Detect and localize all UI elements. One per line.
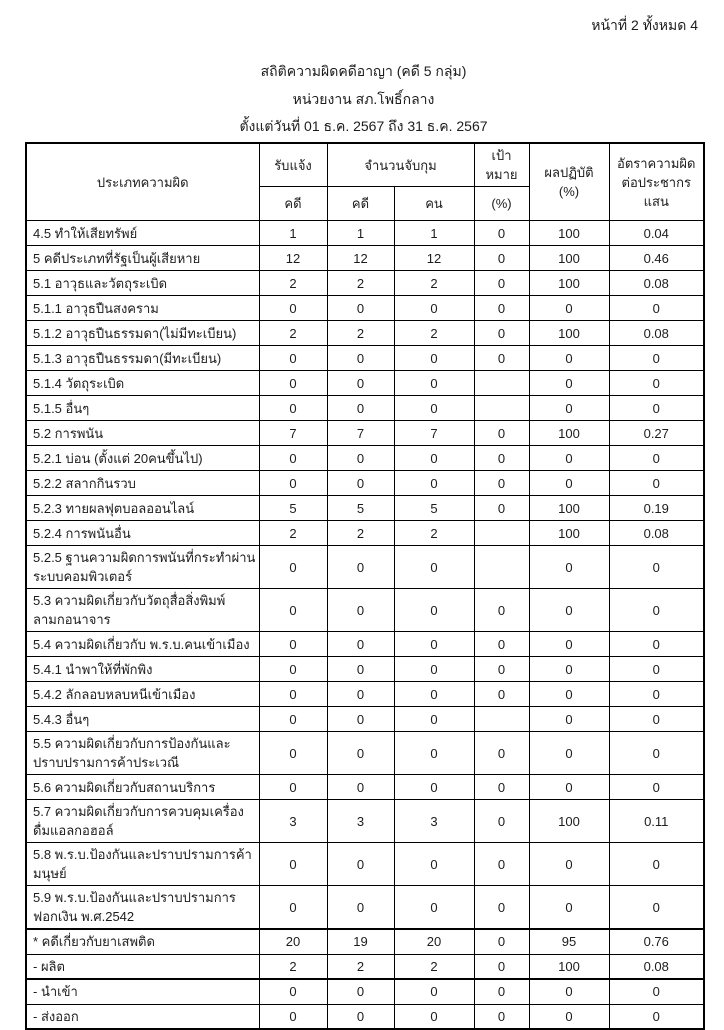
arrest-persons-cell: 2 [394,954,474,979]
performance-cell: 0 [529,707,609,732]
target-cell: 0 [474,657,529,682]
col-subheader-arrest-cases: คดี [327,187,394,221]
rate-cell: 0 [609,371,704,396]
performance-cell: 0 [529,1004,609,1029]
table-row [26,446,704,471]
reported-cases-cell: 5 [259,496,327,521]
report-date-range: ตั้งแต่วันที่ 01 ธ.ค. 2567 ถึง 31 ธ.ค. 2567 [239,118,488,134]
rate-cell: 0 [609,296,704,321]
table-row [26,682,704,707]
performance-cell: 100 [529,496,609,521]
arrest-cases-cell: 0 [327,732,394,775]
offense-type-cell: 5.8 พ.ร.บ.ป้องกันและปราบปรามการค้ามนุษย์ [26,843,259,886]
arrest-persons-cell: 0 [394,371,474,396]
col-subheader-arrest-persons: คน [394,187,474,221]
arrest-persons-cell: 0 [394,396,474,421]
table-row [26,221,704,246]
arrest-cases-cell: 3 [327,800,394,843]
arrest-cases-cell: 0 [327,886,394,930]
offense-type-cell: 5.1.2 อาวุธปืนธรรมดา(ไม่มีทะเบียน) [26,321,259,346]
arrest-cases-cell: 12 [327,246,394,271]
table-row [26,707,704,732]
reported-cases-cell: 0 [259,979,327,1004]
performance-cell: 100 [529,221,609,246]
target-cell: 0 [474,471,529,496]
rate-cell: 0 [609,682,704,707]
performance-cell: 0 [529,471,609,496]
reported-cases-cell: 0 [259,396,327,421]
arrest-persons-cell: 0 [394,682,474,707]
reported-cases-cell: 2 [259,321,327,346]
rate-cell: 0 [609,632,704,657]
target-cell: 0 [474,732,529,775]
offense-type-cell: 5.1.1 อาวุธปืนสงคราม [26,296,259,321]
reported-cases-cell: 0 [259,546,327,589]
col-header-reported: รับแจ้ง [259,143,327,187]
performance-cell: 100 [529,800,609,843]
offense-type-cell: 5.1.3 อาวุธปืนธรรมดา(มีทะเบียน) [26,346,259,371]
performance-cell: 0 [529,657,609,682]
table-row [26,954,704,979]
arrest-persons-cell: 12 [394,246,474,271]
performance-cell: 100 [529,521,609,546]
target-cell: 0 [474,682,529,707]
target-cell: 0 [474,496,529,521]
rate-cell: 0.08 [609,954,704,979]
offense-type-cell: 5 คดีประเภทที่รัฐเป็นผู้เสียหาย [26,246,259,271]
arrest-cases-cell: 0 [327,471,394,496]
rate-cell: 0 [609,775,704,800]
table-row [26,321,704,346]
reported-cases-cell: 2 [259,954,327,979]
arrest-cases-cell: 0 [327,446,394,471]
page-indicator: หน้าที่ 2 ทั้งหมด 4 [591,17,698,33]
arrest-cases-cell: 2 [327,271,394,296]
table-row [26,800,704,843]
target-cell: 0 [474,632,529,657]
arrest-cases-cell: 0 [327,657,394,682]
reported-cases-cell: 0 [259,886,327,930]
performance-cell: 0 [529,446,609,471]
offense-type-cell: 5.4.3 อื่นๆ [26,707,259,732]
offense-type-cell: 5.2.1 บ่อน (ตั้งแต่ 20คนขึ้นไป) [26,446,259,471]
table-row [26,589,704,632]
offense-type-cell: * คดีเกี่ยวกับยาเสพติด [26,929,259,954]
target-cell [474,521,529,546]
reported-cases-cell: 20 [259,929,327,954]
table-row [26,346,704,371]
reported-cases-cell: 3 [259,800,327,843]
target-cell: 0 [474,843,529,886]
arrest-cases-cell: 0 [327,632,394,657]
reported-cases-cell: 0 [259,371,327,396]
rate-cell: 0 [609,657,704,682]
table-row [26,371,704,396]
target-cell: 0 [474,886,529,930]
offense-type-cell: 4.5 ทำให้เสียทรัพย์ [26,221,259,246]
reported-cases-cell: 0 [259,707,327,732]
offense-type-cell: 5.6 ความผิดเกี่ยวกับสถานบริการ [26,775,259,800]
performance-cell: 0 [529,346,609,371]
arrest-persons-cell: 5 [394,496,474,521]
rate-cell: 0.46 [609,246,704,271]
arrest-cases-cell: 0 [327,589,394,632]
offense-type-cell: 5.9 พ.ร.บ.ป้องกันและปราบปรามการฟอกเงิน พ.ศ.2542 [26,886,259,930]
table-row [26,843,704,886]
rate-cell: 0 [609,732,704,775]
rate-cell: 0 [609,979,704,1004]
col-header-performance: ผลปฏิบัติ (%) [529,143,609,221]
table-header [26,143,704,221]
offense-type-cell: - นำเข้า [26,979,259,1004]
arrest-cases-cell: 0 [327,843,394,886]
arrest-persons-cell: 0 [394,589,474,632]
offense-type-cell: 5.2.5 ฐานความผิดการพนันที่กระทำผ่านระบบคอมพิวเตอร์ [26,546,259,589]
rate-cell: 0.19 [609,496,704,521]
performance-cell: 0 [529,632,609,657]
rate-cell: 0.11 [609,800,704,843]
table-row [26,546,704,589]
rate-cell: 0.04 [609,221,704,246]
reported-cases-cell: 0 [259,446,327,471]
arrest-cases-cell: 5 [327,496,394,521]
arrest-cases-cell: 2 [327,954,394,979]
target-cell: 0 [474,346,529,371]
arrest-cases-cell: 19 [327,929,394,954]
rate-cell: 0.76 [609,929,704,954]
performance-cell: 100 [529,271,609,296]
offense-type-cell: 5.1 อาวุธและวัตถุระเบิด [26,271,259,296]
reported-cases-cell: 0 [259,1004,327,1029]
offense-type-cell: 5.4.1 นำพาให้ที่พักพิง [26,657,259,682]
performance-cell: 0 [529,396,609,421]
arrest-cases-cell: 0 [327,707,394,732]
table-body [26,221,704,1030]
target-cell [474,371,529,396]
table-row [26,632,704,657]
offense-type-cell: 5.2 การพนัน [26,421,259,446]
performance-cell: 100 [529,321,609,346]
offense-type-cell: 5.2.2 สลากกินรวบ [26,471,259,496]
arrest-cases-cell: 0 [327,396,394,421]
target-cell: 0 [474,800,529,843]
arrest-cases-cell: 0 [327,371,394,396]
arrest-persons-cell: 7 [394,421,474,446]
arrest-persons-cell: 0 [394,632,474,657]
target-cell: 0 [474,775,529,800]
target-cell: 0 [474,271,529,296]
reported-cases-cell: 0 [259,775,327,800]
performance-cell: 0 [529,371,609,396]
target-cell: 0 [474,929,529,954]
col-header-rate: อัตราความผิดต่อประชากรแสน [609,143,704,221]
arrest-persons-cell: 1 [394,221,474,246]
arrest-persons-cell: 0 [394,296,474,321]
table-row [26,496,704,521]
target-cell: 0 [474,589,529,632]
performance-cell: 100 [529,421,609,446]
arrest-persons-cell: 3 [394,800,474,843]
table-row [26,657,704,682]
col-subheader-reported-cases: คดี [259,187,327,221]
offense-type-cell: 5.1.5 อื่นๆ [26,396,259,421]
arrest-persons-cell: 0 [394,446,474,471]
rate-cell: 0 [609,471,704,496]
arrest-persons-cell: 20 [394,929,474,954]
target-cell: 0 [474,954,529,979]
arrest-cases-cell: 0 [327,1004,394,1029]
table-row [26,886,704,930]
reported-cases-cell: 2 [259,521,327,546]
crime-stats-table [25,142,705,1030]
rate-cell: 0 [609,446,704,471]
arrest-cases-cell: 0 [327,775,394,800]
table-row [26,929,704,954]
rate-cell: 0 [609,346,704,371]
arrest-persons-cell: 0 [394,707,474,732]
table-row [26,521,704,546]
rate-cell: 0 [609,396,704,421]
rate-cell: 0 [609,546,704,589]
rate-cell: 0.08 [609,521,704,546]
target-cell [474,707,529,732]
table-row [26,1004,704,1029]
target-cell: 0 [474,321,529,346]
reported-cases-cell: 7 [259,421,327,446]
table-row [26,396,704,421]
arrest-cases-cell: 0 [327,546,394,589]
arrest-cases-cell: 0 [327,682,394,707]
offense-type-cell: 5.1.4 วัตถุระเบิด [26,371,259,396]
rate-cell: 0 [609,843,704,886]
performance-cell: 0 [529,775,609,800]
rate-cell: 0 [609,886,704,930]
arrest-persons-cell: 0 [394,979,474,1004]
arrest-persons-cell: 0 [394,471,474,496]
target-cell: 0 [474,446,529,471]
performance-cell: 0 [529,296,609,321]
performance-cell: 0 [529,979,609,1004]
table-row [26,296,704,321]
performance-cell: 0 [529,546,609,589]
col-header-offense-type: ประเภทความผิด [26,143,259,221]
offense-type-cell: - ผลิต [26,954,259,979]
table-row [26,271,704,296]
performance-cell: 0 [529,682,609,707]
col-header-target: เป้าหมาย [474,143,529,187]
reported-cases-cell: 0 [259,657,327,682]
arrest-persons-cell: 0 [394,546,474,589]
performance-cell: 0 [529,843,609,886]
offense-type-cell: 5.2.4 การพนันอื่น [26,521,259,546]
performance-cell: 0 [529,732,609,775]
arrest-persons-cell: 0 [394,346,474,371]
reported-cases-cell: 2 [259,271,327,296]
rate-cell: 0 [609,1004,704,1029]
offense-type-cell: 5.3 ความผิดเกี่ยวกับวัตถุสื่อสิ่งพิมพ์ลามกอนาจาร [26,589,259,632]
table-row [26,421,704,446]
target-cell: 0 [474,221,529,246]
performance-cell: 0 [529,589,609,632]
arrest-cases-cell: 0 [327,296,394,321]
table-row [26,979,704,1004]
offense-type-cell: 5.4 ความผิดเกี่ยวกับ พ.ร.บ.คนเข้าเมือง [26,632,259,657]
target-cell: 0 [474,979,529,1004]
reported-cases-cell: 0 [259,296,327,321]
arrest-cases-cell: 0 [327,346,394,371]
arrest-persons-cell: 2 [394,321,474,346]
arrest-cases-cell: 2 [327,321,394,346]
offense-type-cell: 5.2.3 ทายผลฟุตบอลออนไลน์ [26,496,259,521]
reported-cases-cell: 0 [259,471,327,496]
offense-type-cell: 5.7 ความผิดเกี่ยวกับการควบคุมเครื่องดื่มแอลกอฮอล์ [26,800,259,843]
arrest-cases-cell: 0 [327,979,394,1004]
report-title: สถิติความผิดคดีอาญา (คดี 5 กลุ่ม) [260,63,467,79]
table-row [26,732,704,775]
rate-cell: 0.08 [609,321,704,346]
rate-cell: 0.08 [609,271,704,296]
arrest-persons-cell: 0 [394,1004,474,1029]
table-row [26,775,704,800]
arrest-persons-cell: 0 [394,886,474,930]
reported-cases-cell: 1 [259,221,327,246]
target-cell: 0 [474,421,529,446]
reported-cases-cell: 0 [259,632,327,657]
col-header-arrests: จำนวนจับกุม [327,143,474,187]
reported-cases-cell: 0 [259,589,327,632]
performance-cell: 95 [529,929,609,954]
rate-cell: 0 [609,589,704,632]
table-row [26,471,704,496]
reported-cases-cell: 0 [259,732,327,775]
reported-cases-cell: 0 [259,682,327,707]
arrest-persons-cell: 0 [394,843,474,886]
performance-cell: 0 [529,886,609,930]
arrest-persons-cell: 0 [394,732,474,775]
arrest-cases-cell: 1 [327,221,394,246]
arrest-persons-cell: 0 [394,657,474,682]
target-cell: 0 [474,246,529,271]
report-unit: หน่วยงาน สภ.โพธิ์กลาง [292,91,435,107]
arrest-persons-cell: 2 [394,271,474,296]
offense-type-cell: 5.5 ความผิดเกี่ยวกับการป้องกันและปราบปรามการค้าประเวณี [26,732,259,775]
reported-cases-cell: 12 [259,246,327,271]
rate-cell: 0 [609,707,704,732]
target-cell [474,546,529,589]
target-cell [474,396,529,421]
arrest-cases-cell: 7 [327,421,394,446]
performance-cell: 100 [529,246,609,271]
reported-cases-cell: 0 [259,346,327,371]
arrest-persons-cell: 0 [394,775,474,800]
col-subheader-target-pct: (%) [474,187,529,221]
arrest-persons-cell: 2 [394,521,474,546]
reported-cases-cell: 0 [259,843,327,886]
performance-cell: 100 [529,954,609,979]
arrest-cases-cell: 2 [327,521,394,546]
offense-type-cell: 5.4.2 ลักลอบหลบหนีเข้าเมือง [26,682,259,707]
rate-cell: 0.27 [609,421,704,446]
offense-type-cell: - ส่งออก [26,1004,259,1029]
table-row [26,246,704,271]
target-cell: 0 [474,296,529,321]
target-cell: 0 [474,1004,529,1029]
